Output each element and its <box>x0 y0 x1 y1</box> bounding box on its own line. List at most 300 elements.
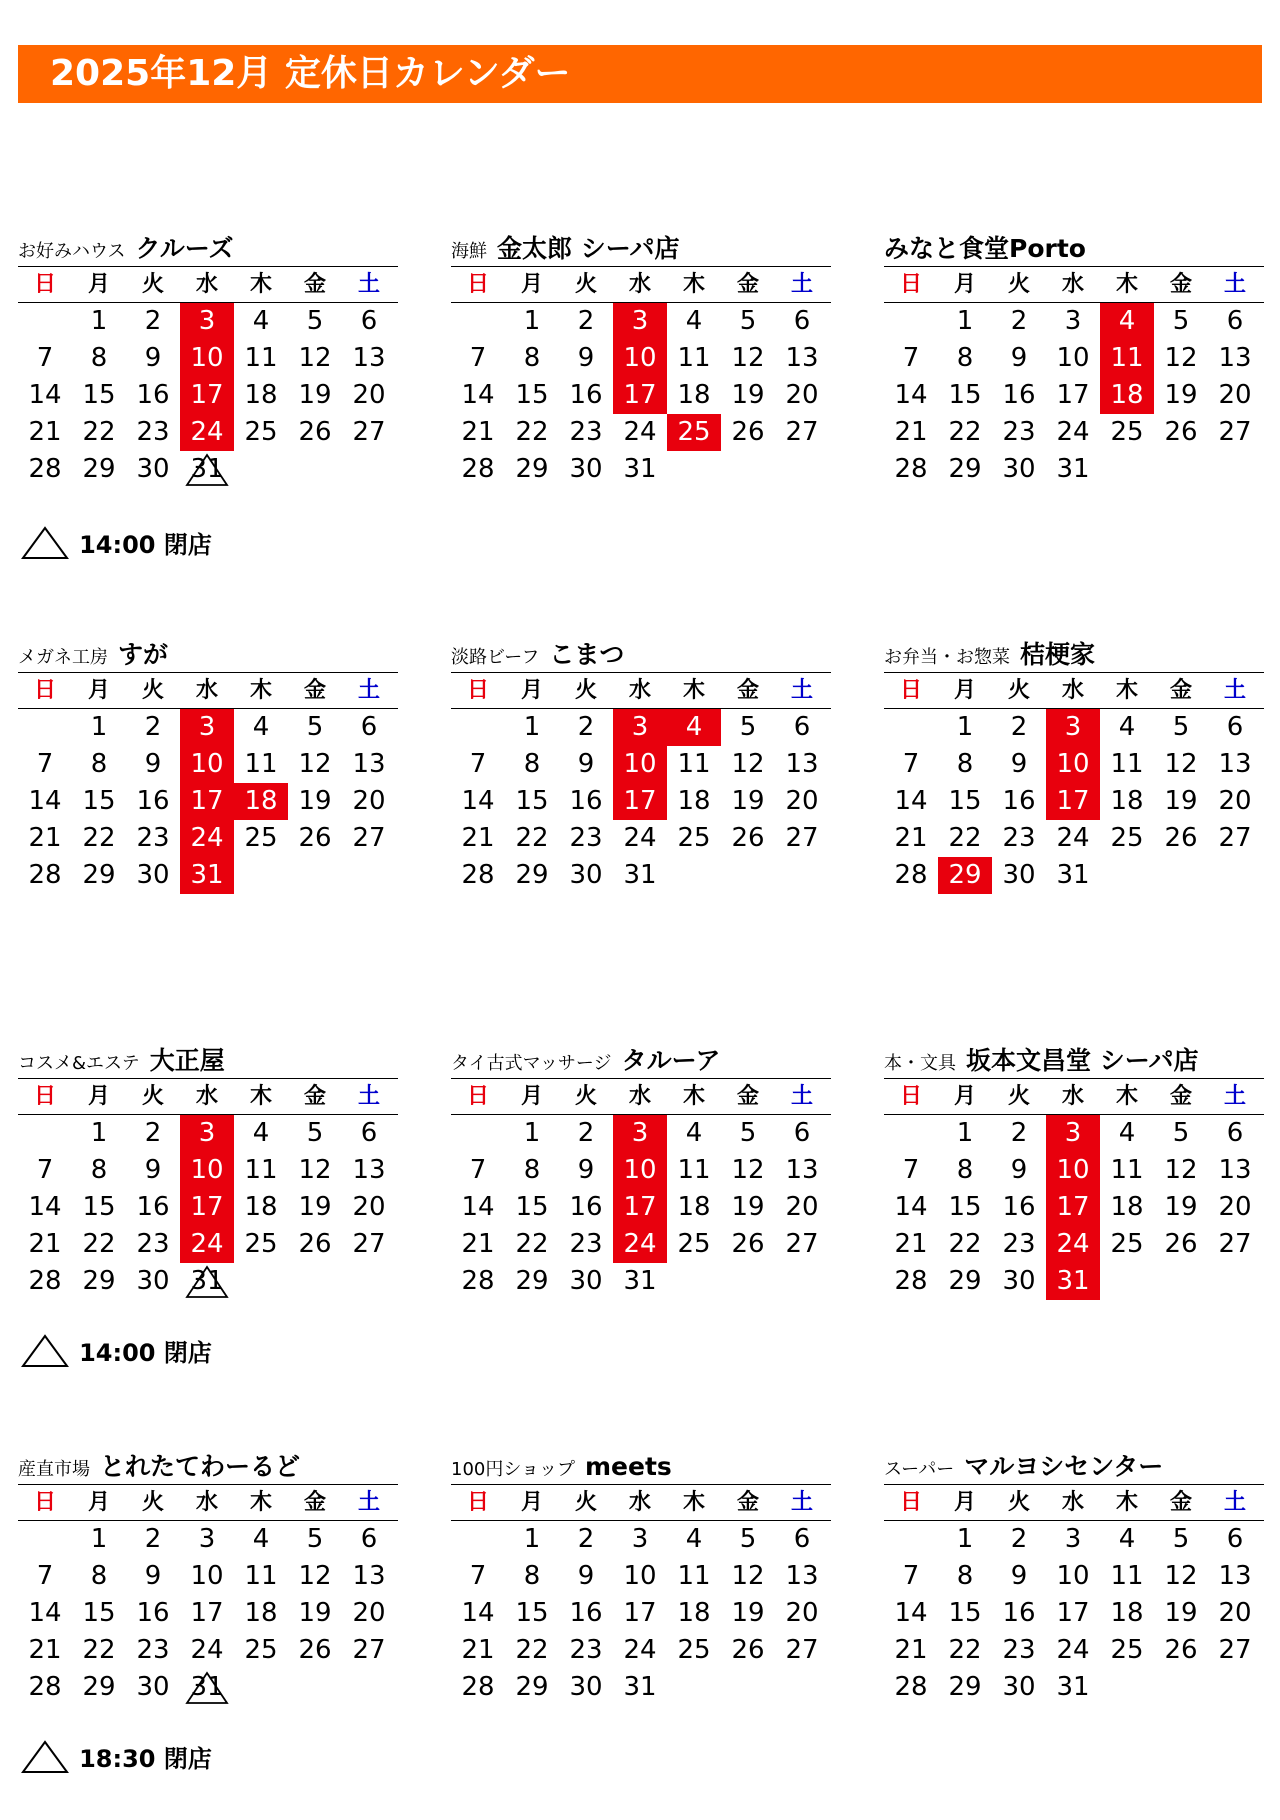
closed-day: 3 <box>1046 709 1100 746</box>
weekday-label: 月 <box>87 272 110 297</box>
day-cell: 30 <box>1002 454 1036 484</box>
day-cell: 9 <box>1010 1561 1028 1591</box>
closed-day: 3 <box>180 709 234 746</box>
shop-title <box>18 1448 398 1485</box>
day-cell: 7 <box>469 749 487 779</box>
day-cell: 11 <box>244 749 278 779</box>
shop-title <box>451 636 831 673</box>
weekday-header <box>451 673 831 709</box>
day-cell: 24 <box>1056 417 1090 447</box>
day-cell: 7 <box>902 1155 920 1185</box>
closed-day: 17 <box>180 783 234 820</box>
day-cell: 24 <box>623 417 657 447</box>
weekday-label: 水 <box>628 1490 651 1515</box>
legend-short-hours-row3 <box>20 1332 212 1372</box>
day-cell: 30 <box>136 860 170 890</box>
day-cell: 11 <box>244 1155 278 1185</box>
legend-short-hours-row1 <box>20 524 212 564</box>
day-cell: 20 <box>1218 380 1252 410</box>
day-cell: 15 <box>515 1598 549 1628</box>
weekday-header <box>451 1079 831 1115</box>
day-cell: 9 <box>577 1155 595 1185</box>
weekday-label: 日 <box>899 272 922 297</box>
day-cell: 16 <box>569 1192 603 1222</box>
day-cell: 7 <box>902 749 920 779</box>
day-cell: 21 <box>28 1635 62 1665</box>
weekday-label: 日 <box>33 678 56 703</box>
weekday-label: 水 <box>195 272 218 297</box>
day-cell: 12 <box>298 749 332 779</box>
day-cell: 14 <box>461 1598 495 1628</box>
closed-day: 17 <box>613 783 667 820</box>
day-cell: 22 <box>948 823 982 853</box>
weekday-label: 月 <box>87 1084 110 1109</box>
day-cell: 29 <box>948 1266 982 1296</box>
shop-calendar <box>18 1448 398 1706</box>
day-cell: 4 <box>1118 712 1136 742</box>
shop-category: お弁当・お惣菜 <box>884 647 1010 668</box>
day-cell: 15 <box>82 1192 116 1222</box>
day-cell: 6 <box>1226 1118 1244 1148</box>
day-cell: 1 <box>90 712 108 742</box>
day-cell: 5 <box>1172 1524 1190 1554</box>
day-cell: 23 <box>136 1229 170 1259</box>
day-cell: 8 <box>523 343 541 373</box>
day-cell: 26 <box>298 417 332 447</box>
day-cell: 21 <box>28 417 62 447</box>
closed-day: 3 <box>180 303 234 340</box>
weekday-label: 土 <box>1223 272 1246 297</box>
day-cell: 12 <box>731 343 765 373</box>
day-cell: 18 <box>244 1598 278 1628</box>
day-cell: 31 <box>1056 860 1090 890</box>
weekday-label: 火 <box>574 1490 597 1515</box>
shop-calendar <box>451 636 831 894</box>
day-cell: 10 <box>190 1561 224 1591</box>
weekday-label: 月 <box>520 678 543 703</box>
day-cell: 3 <box>631 1524 649 1554</box>
closed-day: 17 <box>613 377 667 414</box>
day-cell: 7 <box>469 1155 487 1185</box>
day-cell: 21 <box>894 1635 928 1665</box>
weekday-label: 金 <box>736 1084 759 1109</box>
weekday-label: 日 <box>466 678 489 703</box>
weekday-label: 土 <box>1223 678 1246 703</box>
shop-name: 桔梗家 <box>1020 640 1096 669</box>
weekday-label: 土 <box>357 1490 380 1515</box>
day-cell: 14 <box>28 786 62 816</box>
shop-title <box>884 1042 1264 1079</box>
day-grid <box>884 1115 1264 1300</box>
closed-day: 10 <box>613 340 667 377</box>
closed-day: 4 <box>1100 303 1154 340</box>
day-cell: 15 <box>948 380 982 410</box>
day-cell: 24 <box>1056 1635 1090 1665</box>
weekday-label: 水 <box>1061 1490 1084 1515</box>
day-cell: 26 <box>1164 823 1198 853</box>
day-cell: 13 <box>1218 343 1252 373</box>
weekday-label: 月 <box>953 1490 976 1515</box>
day-cell: 12 <box>298 1155 332 1185</box>
day-cell: 31 <box>623 1672 657 1702</box>
empty-cell <box>18 709 72 746</box>
day-cell: 30 <box>569 860 603 890</box>
day-cell: 2 <box>1010 712 1028 742</box>
day-cell: 7 <box>36 1155 54 1185</box>
day-cell: 27 <box>1218 1635 1252 1665</box>
day-cell: 25 <box>1110 1635 1144 1665</box>
weekday-label: 月 <box>953 678 976 703</box>
day-cell: 26 <box>731 823 765 853</box>
shop-name: すが <box>118 640 169 669</box>
day-cell: 12 <box>731 1561 765 1591</box>
day-cell: 29 <box>948 1672 982 1702</box>
shop-title <box>451 1042 831 1079</box>
day-cell: 26 <box>1164 1229 1198 1259</box>
weekday-label: 土 <box>1223 1084 1246 1109</box>
closed-day: 25 <box>667 414 721 451</box>
weekday-label: 日 <box>33 1490 56 1515</box>
day-cell: 18 <box>677 380 711 410</box>
day-cell: 7 <box>902 1561 920 1591</box>
shop-category: コスメ&エステ <box>18 1053 140 1074</box>
weekday-label: 水 <box>195 1084 218 1109</box>
shop-calendar <box>884 1448 1264 1706</box>
day-cell: 16 <box>1002 380 1036 410</box>
day-grid <box>18 303 398 488</box>
day-cell: 2 <box>144 1118 162 1148</box>
shop-category: 本・文具 <box>884 1053 956 1074</box>
weekday-label: 土 <box>357 272 380 297</box>
day-cell: 14 <box>461 786 495 816</box>
day-cell: 29 <box>82 1672 116 1702</box>
day-cell: 27 <box>352 417 386 447</box>
day-cell: 2 <box>577 1524 595 1554</box>
day-cell: 15 <box>82 1598 116 1628</box>
weekday-label: 火 <box>574 678 597 703</box>
shop-calendar <box>884 1042 1264 1300</box>
day-cell: 5 <box>306 712 324 742</box>
day-cell: 12 <box>298 343 332 373</box>
day-cell: 23 <box>569 823 603 853</box>
day-cell: 20 <box>785 1192 819 1222</box>
day-cell: 11 <box>677 343 711 373</box>
weekday-label: 金 <box>303 1084 326 1109</box>
day-cell: 11 <box>1110 1155 1144 1185</box>
day-cell: 25 <box>244 1229 278 1259</box>
day-cell: 30 <box>569 1266 603 1296</box>
day-cell: 12 <box>1164 749 1198 779</box>
shop-calendar <box>884 230 1264 488</box>
day-cell: 2 <box>144 1524 162 1554</box>
day-cell: 26 <box>1164 417 1198 447</box>
day-cell: 13 <box>352 343 386 373</box>
day-cell: 15 <box>515 786 549 816</box>
weekday-header <box>884 1485 1264 1521</box>
weekday-header <box>884 673 1264 709</box>
weekday-label: 木 <box>682 1490 705 1515</box>
day-cell: 5 <box>739 1118 757 1148</box>
day-cell: 20 <box>785 786 819 816</box>
day-cell: 2 <box>144 712 162 742</box>
weekday-label: 火 <box>1007 1084 1030 1109</box>
day-cell: 27 <box>1218 417 1252 447</box>
day-cell: 4 <box>252 1118 270 1148</box>
empty-cell <box>18 303 72 340</box>
closed-day: 17 <box>613 1189 667 1226</box>
weekday-header <box>18 267 398 303</box>
day-cell: 22 <box>948 417 982 447</box>
day-cell: 30 <box>569 1672 603 1702</box>
day-cell: 19 <box>298 1598 332 1628</box>
closed-day: 17 <box>180 377 234 414</box>
day-cell: 13 <box>785 1155 819 1185</box>
day-cell: 5 <box>739 712 757 742</box>
day-cell: 25 <box>244 1635 278 1665</box>
day-cell: 15 <box>82 380 116 410</box>
day-cell: 13 <box>352 1561 386 1591</box>
closed-day: 10 <box>180 746 234 783</box>
day-cell: 23 <box>1002 417 1036 447</box>
day-cell: 31 <box>1056 454 1090 484</box>
day-cell: 1 <box>523 306 541 336</box>
day-cell: 27 <box>352 1229 386 1259</box>
day-cell: 22 <box>515 417 549 447</box>
day-cell: 22 <box>82 417 116 447</box>
closed-day: 18 <box>1100 377 1154 414</box>
day-cell: 15 <box>515 1192 549 1222</box>
day-cell: 19 <box>298 380 332 410</box>
weekday-label: 土 <box>790 1084 813 1109</box>
shop-name: みなと食堂Porto <box>884 234 1086 263</box>
weekday-label: 土 <box>790 1490 813 1515</box>
day-cell: 12 <box>298 1561 332 1591</box>
shop-title <box>18 1042 398 1079</box>
day-cell: 10 <box>1056 343 1090 373</box>
day-cell: 28 <box>28 860 62 890</box>
day-cell: 12 <box>1164 1561 1198 1591</box>
day-cell: 21 <box>461 1635 495 1665</box>
day-cell: 8 <box>956 1155 974 1185</box>
day-cell: 1 <box>90 1118 108 1148</box>
day-cell: 6 <box>793 1118 811 1148</box>
weekday-label: 木 <box>1115 678 1138 703</box>
closed-day: 3 <box>180 1115 234 1152</box>
day-cell: 14 <box>894 786 928 816</box>
day-cell: 5 <box>306 306 324 336</box>
day-cell: 30 <box>1002 860 1036 890</box>
empty-cell <box>884 709 938 746</box>
day-cell: 24 <box>190 1635 224 1665</box>
day-grid <box>18 1115 398 1300</box>
empty-cell <box>451 709 505 746</box>
day-cell: 22 <box>515 1635 549 1665</box>
day-cell: 18 <box>244 380 278 410</box>
day-cell: 26 <box>298 1635 332 1665</box>
weekday-label: 日 <box>466 272 489 297</box>
day-cell: 29 <box>82 454 116 484</box>
day-cell: 29 <box>515 454 549 484</box>
day-grid <box>884 1521 1264 1706</box>
day-cell: 19 <box>731 1192 765 1222</box>
closed-day: 24 <box>180 1226 234 1263</box>
day-cell: 2 <box>577 1118 595 1148</box>
empty-cell <box>884 1115 938 1152</box>
day-cell: 25 <box>1110 823 1144 853</box>
day-cell: 11 <box>244 343 278 373</box>
day-cell: 4 <box>685 1524 703 1554</box>
day-cell: 4 <box>252 712 270 742</box>
closed-day: 10 <box>180 1152 234 1189</box>
day-cell: 2 <box>577 712 595 742</box>
weekday-label: 木 <box>249 1490 272 1515</box>
day-cell: 13 <box>352 749 386 779</box>
weekday-label: 木 <box>1115 1490 1138 1515</box>
day-cell: 19 <box>731 380 765 410</box>
day-cell: 1 <box>523 712 541 742</box>
weekday-label: 土 <box>357 678 380 703</box>
day-cell: 22 <box>515 1229 549 1259</box>
day-cell: 19 <box>731 786 765 816</box>
day-cell: 20 <box>352 1192 386 1222</box>
weekday-label: 火 <box>141 1084 164 1109</box>
closed-day: 11 <box>1100 340 1154 377</box>
day-cell: 11 <box>244 1561 278 1591</box>
day-cell: 14 <box>461 1192 495 1222</box>
closed-day: 10 <box>613 1152 667 1189</box>
triangle-icon <box>20 524 70 560</box>
day-cell: 18 <box>1110 1192 1144 1222</box>
day-cell: 1 <box>90 306 108 336</box>
day-cell: 6 <box>360 1524 378 1554</box>
closed-day: 24 <box>1046 1226 1100 1263</box>
day-cell: 16 <box>1002 786 1036 816</box>
day-cell: 17 <box>1056 380 1090 410</box>
day-cell: 30 <box>1002 1672 1036 1702</box>
day-cell: 22 <box>515 823 549 853</box>
weekday-label: 日 <box>899 1084 922 1109</box>
weekday-header <box>18 673 398 709</box>
day-cell: 25 <box>1110 417 1144 447</box>
day-cell: 7 <box>36 343 54 373</box>
day-cell: 21 <box>894 823 928 853</box>
weekday-label: 火 <box>574 272 597 297</box>
day-cell: 27 <box>785 823 819 853</box>
day-cell: 8 <box>956 343 974 373</box>
weekday-label: 金 <box>303 678 326 703</box>
weekday-label: 火 <box>1007 272 1030 297</box>
day-cell: 26 <box>298 823 332 853</box>
day-cell: 2 <box>144 306 162 336</box>
day-grid <box>18 1521 398 1706</box>
legend-short-hours-row4 <box>20 1738 212 1778</box>
day-cell: 28 <box>894 860 928 890</box>
closed-day: 10 <box>1046 1152 1100 1189</box>
day-grid <box>884 303 1264 488</box>
day-cell: 9 <box>1010 1155 1028 1185</box>
day-cell: 6 <box>793 1524 811 1554</box>
shop-category: メガネ工房 <box>18 647 108 668</box>
day-cell: 29 <box>515 860 549 890</box>
legend-text: 18:30 閉店 <box>79 1744 212 1773</box>
day-cell: 5 <box>306 1524 324 1554</box>
empty-cell <box>451 303 505 340</box>
day-cell: 19 <box>1164 380 1198 410</box>
day-cell: 16 <box>136 786 170 816</box>
day-cell: 13 <box>1218 1561 1252 1591</box>
weekday-label: 水 <box>195 678 218 703</box>
day-cell: 22 <box>82 1229 116 1259</box>
day-cell: 10 <box>623 1561 657 1591</box>
day-cell: 8 <box>90 749 108 779</box>
legend-text: 14:00 閉店 <box>79 530 212 559</box>
day-cell: 20 <box>1218 1192 1252 1222</box>
day-cell: 29 <box>948 454 982 484</box>
day-cell: 28 <box>28 1266 62 1296</box>
day-cell: 28 <box>461 1266 495 1296</box>
day-cell: 16 <box>136 1192 170 1222</box>
weekday-label: 木 <box>249 1084 272 1109</box>
shop-calendar <box>18 230 398 488</box>
day-cell: 22 <box>82 823 116 853</box>
day-cell: 25 <box>244 823 278 853</box>
day-cell: 27 <box>785 1635 819 1665</box>
day-cell: 1 <box>956 306 974 336</box>
closed-day: 17 <box>1046 783 1100 820</box>
day-cell: 14 <box>461 380 495 410</box>
day-cell: 3 <box>1064 1524 1082 1554</box>
closed-day: 31 <box>1046 1263 1100 1300</box>
day-cell: 5 <box>306 1118 324 1148</box>
weekday-label: 月 <box>520 1084 543 1109</box>
weekday-header <box>451 1485 831 1521</box>
day-cell: 28 <box>894 1266 928 1296</box>
shop-title <box>451 1448 831 1485</box>
empty-cell <box>18 1521 72 1558</box>
day-cell: 22 <box>948 1229 982 1259</box>
day-cell: 6 <box>793 306 811 336</box>
day-cell: 11 <box>1110 1561 1144 1591</box>
day-cell: 21 <box>461 417 495 447</box>
weekday-label: 土 <box>357 1084 380 1109</box>
day-cell: 28 <box>461 1672 495 1702</box>
short-hours-day: 31 <box>180 1669 234 1706</box>
day-cell: 11 <box>677 1561 711 1591</box>
closed-day: 24 <box>180 414 234 451</box>
day-cell: 1 <box>956 1118 974 1148</box>
day-cell: 25 <box>1110 1229 1144 1259</box>
day-cell: 12 <box>1164 1155 1198 1185</box>
day-cell: 6 <box>1226 1524 1244 1554</box>
shop-calendar <box>451 1042 831 1300</box>
day-cell: 8 <box>90 1561 108 1591</box>
empty-cell <box>884 1521 938 1558</box>
day-cell: 19 <box>298 1192 332 1222</box>
day-cell: 20 <box>785 380 819 410</box>
weekday-label: 火 <box>141 678 164 703</box>
weekday-label: 木 <box>249 678 272 703</box>
day-cell: 19 <box>1164 1598 1198 1628</box>
day-cell: 8 <box>523 1561 541 1591</box>
closed-day: 10 <box>613 746 667 783</box>
day-cell: 9 <box>144 1155 162 1185</box>
day-cell: 3 <box>198 1524 216 1554</box>
day-cell: 24 <box>623 1635 657 1665</box>
shop-name: マルヨシセンター <box>964 1452 1164 1481</box>
day-cell: 8 <box>90 1155 108 1185</box>
weekday-label: 金 <box>736 272 759 297</box>
day-cell: 9 <box>144 343 162 373</box>
